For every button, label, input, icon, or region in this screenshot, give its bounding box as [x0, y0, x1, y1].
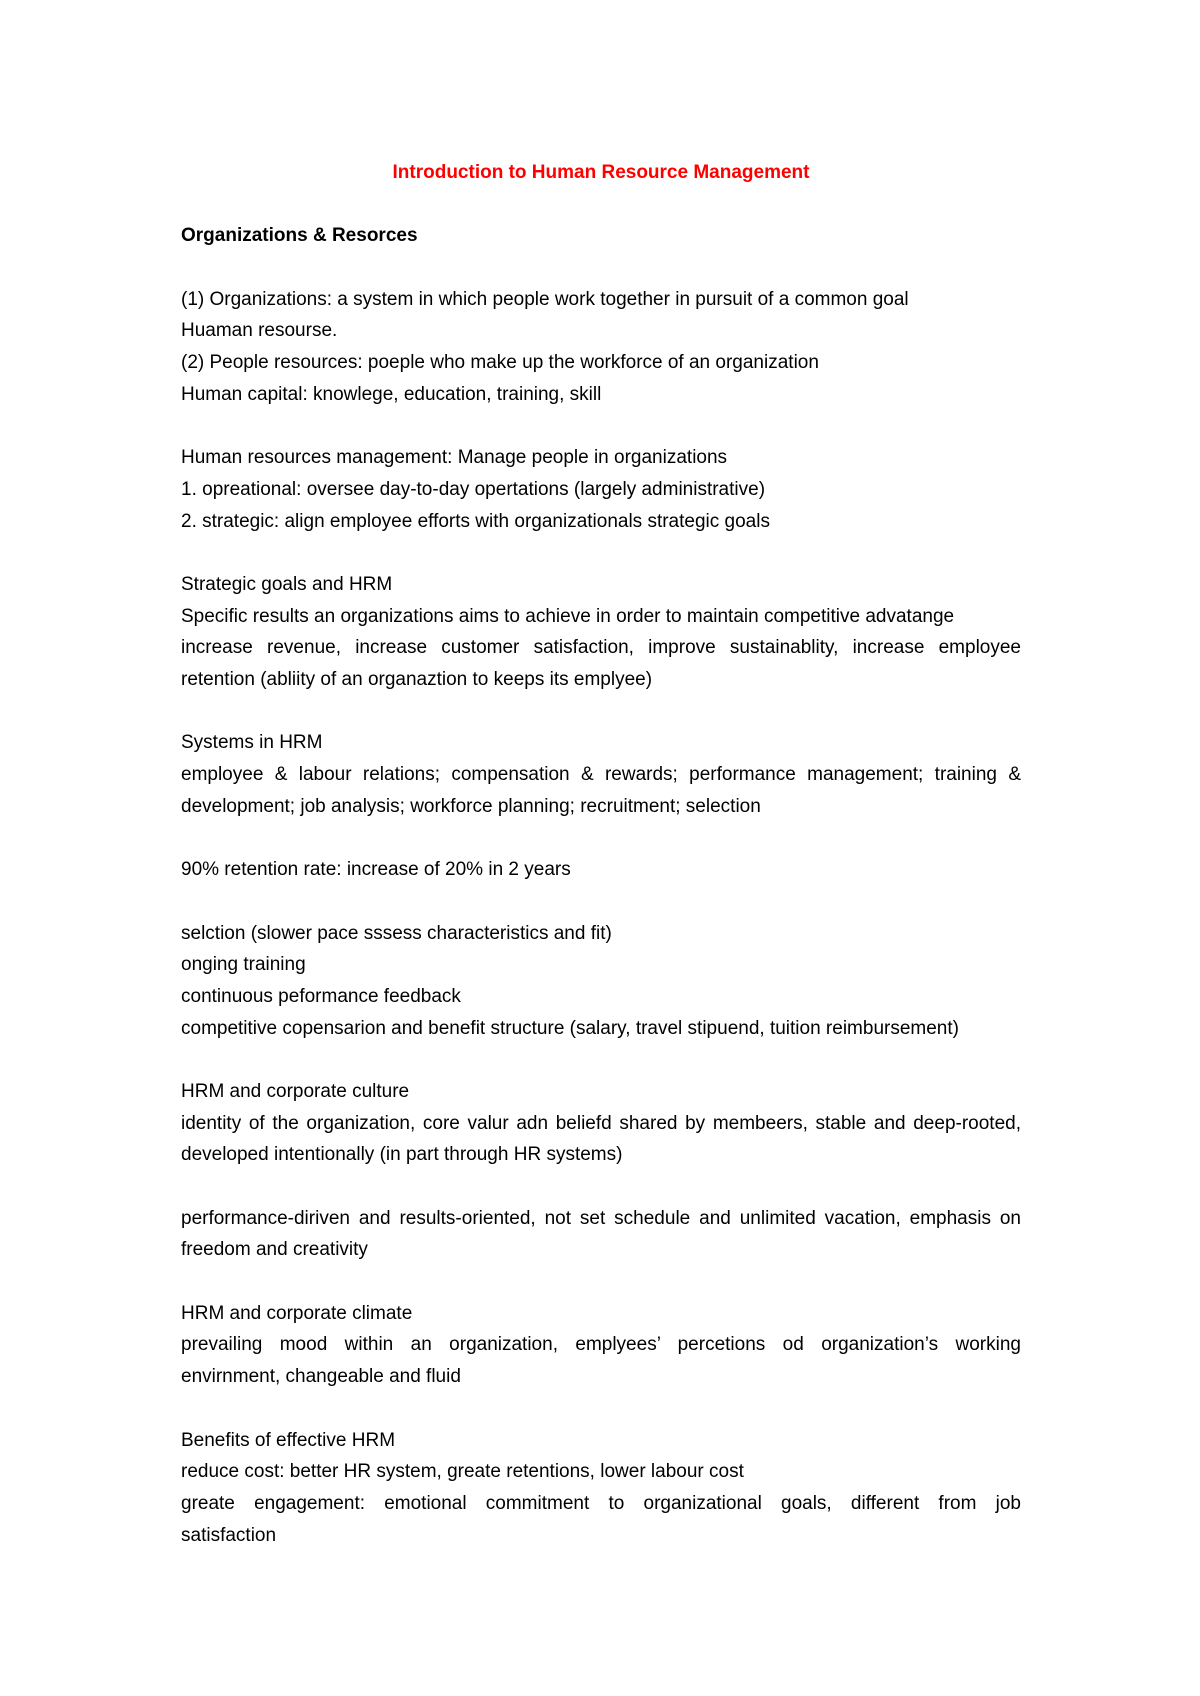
paragraph	[181, 1425, 1021, 1552]
paragraph-line: Human resources management: Manage people in organizations	[181, 447, 728, 469]
blank-line	[181, 696, 1021, 728]
paragraph-line: Specific results an organizations aims to achieve in order to maintain competitive advatange	[181, 605, 955, 627]
paragraph-line: (1) Organizations: a system in which people work together in pursuit of a common goal	[181, 288, 909, 310]
paragraph-line: Human capital: knowlege, education, training, skill	[181, 383, 602, 405]
blank-line	[181, 886, 1021, 918]
paragraph-line: satisfaction	[181, 1524, 277, 1546]
paragraph-line: continuous peformance feedback	[181, 985, 461, 1007]
paragraph-line: increase revenue, increase customer satisfaction, improve sustainablity, increase employee	[181, 637, 1021, 659]
paragraph-line: selction (slower pace sssess characteristics and fit)	[181, 922, 612, 944]
blank-line	[181, 411, 1021, 443]
paragraph-line: Huaman resourse.	[181, 320, 338, 342]
paragraph-line: retention (abliity of an organaztion to keeps its emplyee)	[181, 669, 653, 690]
topic-heading: Systems in HRM	[181, 732, 323, 754]
blank-line	[181, 189, 1021, 221]
paragraph-line: 1. opreational: oversee day-to-day opertations (largely administrative)	[181, 478, 766, 500]
section-heading: Organizations & Resorces	[181, 225, 418, 247]
topic-heading: HRM and corporate culture	[181, 1080, 410, 1102]
paragraph-line: development; job analysis; workforce planning; recruitment; selection	[181, 795, 761, 817]
paragraph-line: competitive copensarion and benefit structure (salary, travel stipuend, tuition reimbursement)	[181, 1017, 959, 1039]
paragraph	[181, 442, 1021, 537]
paragraph-line: performance-diriven and results-oriented, not set schedule and unlimited vacation, emphasis on	[181, 1207, 1021, 1229]
blank-line	[181, 537, 1021, 569]
paragraph-line: 90% retention rate: increase of 20% in 2 years	[181, 859, 571, 881]
paragraph	[181, 1076, 1021, 1171]
paragraph-line: 2. strategic: align employee efforts with organizationals strategic goals	[181, 510, 770, 532]
document-body	[181, 157, 1021, 1551]
paragraph-line: identity of the organization, core valur adn beliefd shared by membeers, stable and deep-rooted,	[181, 1112, 1021, 1134]
blank-line	[181, 1393, 1021, 1425]
paragraph-line: (2) People resources: poeple who make up the workforce of an organization	[181, 352, 819, 374]
paragraph	[181, 727, 1021, 822]
blank-line	[181, 1044, 1021, 1076]
paragraph-line: greate engagement: emotional commitment to organizational goals, different from job	[181, 1492, 1021, 1514]
topic-heading: Strategic goals and HRM	[181, 573, 393, 595]
document-title: Introduction to Human Resource Management	[392, 162, 810, 183]
paragraph-line: onging training	[181, 954, 306, 976]
paragraph-line: prevailing mood within an organization, emplyees’ percetions od organization’s working	[181, 1334, 1021, 1356]
topic-heading: Benefits of effective HRM	[181, 1429, 396, 1451]
paragraph	[181, 1298, 1021, 1393]
paragraph-line: envirnment, changeable and fluid	[181, 1366, 461, 1388]
blank-line	[181, 1171, 1021, 1203]
paragraph	[181, 854, 1021, 886]
blank-line	[181, 822, 1021, 854]
paragraph	[181, 918, 1021, 1045]
blank-line	[181, 1266, 1021, 1298]
paragraph-line: employee & labour relations; compensation & rewards; performance management; training &	[181, 764, 1021, 786]
paragraph	[181, 284, 1021, 411]
paragraph-line: freedom and creativity	[181, 1239, 368, 1261]
paragraph-line: reduce cost: better HR system, greate retentions, lower labour cost	[181, 1461, 744, 1483]
paragraph-line: developed intentionally (in part through HR systems)	[181, 1144, 623, 1166]
paragraph	[181, 569, 1021, 696]
paragraph	[181, 1203, 1021, 1266]
blank-line	[181, 252, 1021, 284]
topic-heading: HRM and corporate climate	[181, 1302, 413, 1324]
